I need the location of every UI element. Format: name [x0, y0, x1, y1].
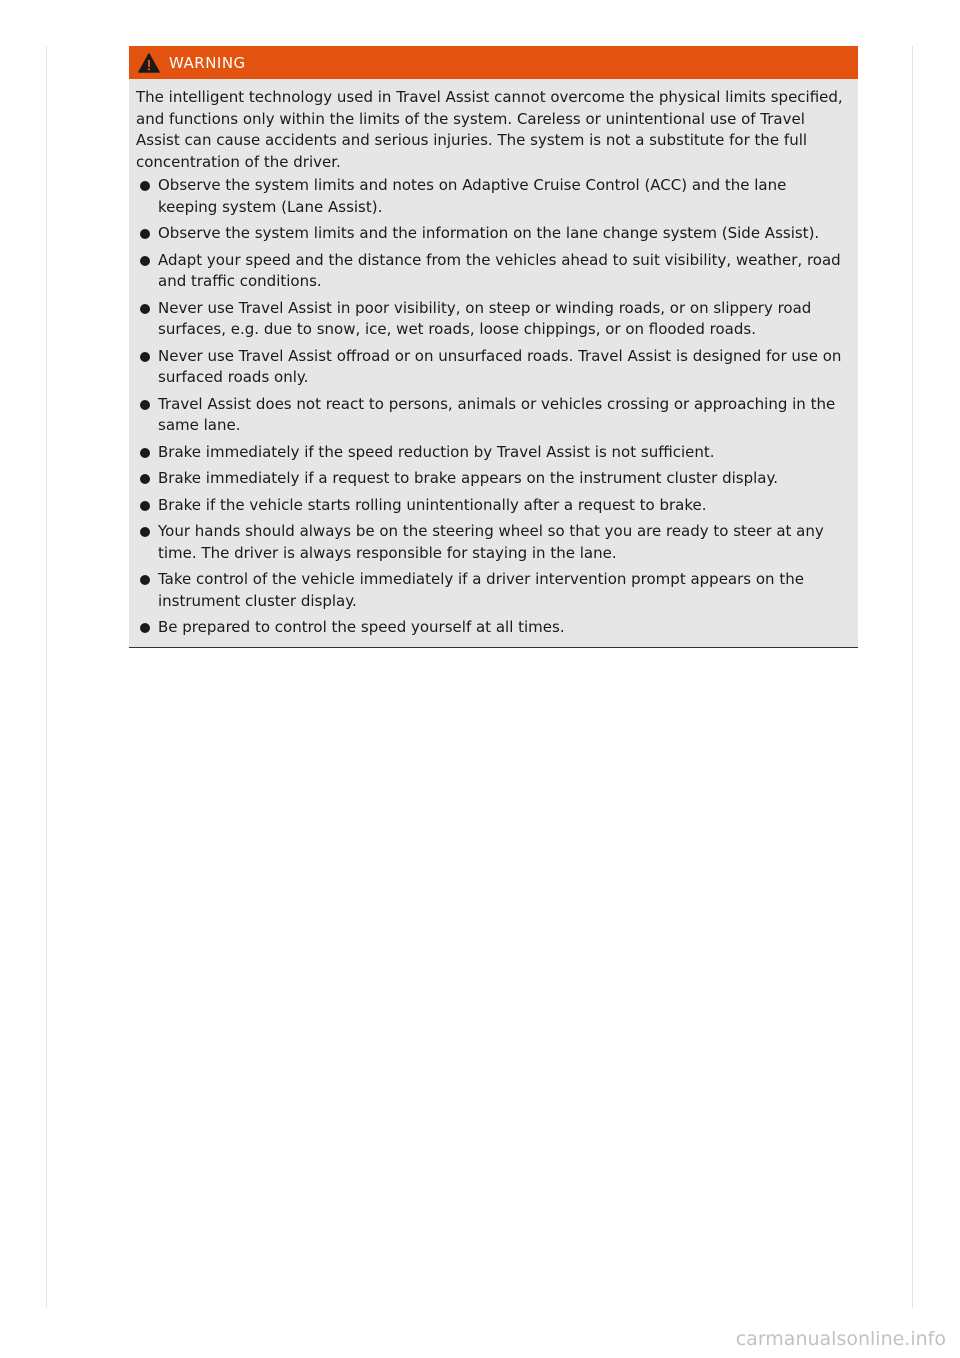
warning-box [129, 46, 858, 648]
list-item: Observe the system limits and the information on the lane change system (Side Assist). [136, 223, 850, 245]
bullet-icon [140, 474, 150, 484]
list-item: Brake immediately if the speed reduction by Travel Assist is not sufficient. [136, 442, 850, 464]
list-item: Observe the system limits and notes on Adaptive Cruise Control (ACC) and the lane keeping system (Lane Assist). [136, 175, 850, 218]
list-item: Take control of the vehicle immediately if a driver intervention prompt appears on the instrument cluster display. [136, 569, 850, 612]
list-item: Adapt your speed and the distance from the vehicles ahead to suit visibility, weather, road and traffic conditions. [136, 250, 850, 293]
bullet-icon [140, 304, 150, 314]
list-item: Brake if the vehicle starts rolling unintentionally after a request to brake. [136, 495, 850, 517]
warning-triangle-icon [138, 53, 160, 73]
bullet-icon [140, 527, 150, 537]
page-margin-left [46, 46, 47, 1308]
list-item: Travel Assist does not react to persons, animals or vehicles crossing or approaching in the same lane. [136, 394, 850, 437]
warning-list [136, 175, 850, 639]
warning-header [129, 46, 858, 79]
list-item: Brake immediately if a request to brake appears on the instrument cluster display. [136, 468, 850, 490]
warning-title: WARNING [169, 53, 246, 72]
warning-intro: The intelligent technology used in Travel Assist cannot overcome the physical limits specified, and functions only within the limits of the system. Careless or unintentional use of Travel Assist can cause accidents and serious injuries. The system is not a substitute for the full concentration of the driver. [136, 88, 843, 171]
warning-body [129, 79, 858, 647]
bullet-icon [140, 501, 150, 511]
bullet-icon [140, 400, 150, 410]
bullet-icon [140, 575, 150, 585]
page-margin-right [912, 46, 913, 1308]
bullet-icon [140, 256, 150, 266]
list-item: Your hands should always be on the steering wheel so that you are ready to steer at any time. The driver is always responsible for staying in the lane. [136, 521, 850, 564]
list-item: Never use Travel Assist offroad or on unsurfaced roads. Travel Assist is designed for use on surfaced roads only. [136, 346, 850, 389]
bullet-icon [140, 181, 150, 191]
bullet-icon [140, 229, 150, 239]
bullet-icon [140, 352, 150, 362]
watermark-link[interactable]: carmanualsonline.info [735, 1328, 946, 1350]
bullet-icon [140, 448, 150, 458]
list-item: Be prepared to control the speed yourself at all times. [136, 617, 850, 639]
list-item: Never use Travel Assist in poor visibility, on steep or winding roads, or on slippery road surfaces, e.g. due to snow, ice, wet roads, loose chippings, or on flooded roads. [136, 298, 850, 341]
bullet-icon [140, 623, 150, 633]
